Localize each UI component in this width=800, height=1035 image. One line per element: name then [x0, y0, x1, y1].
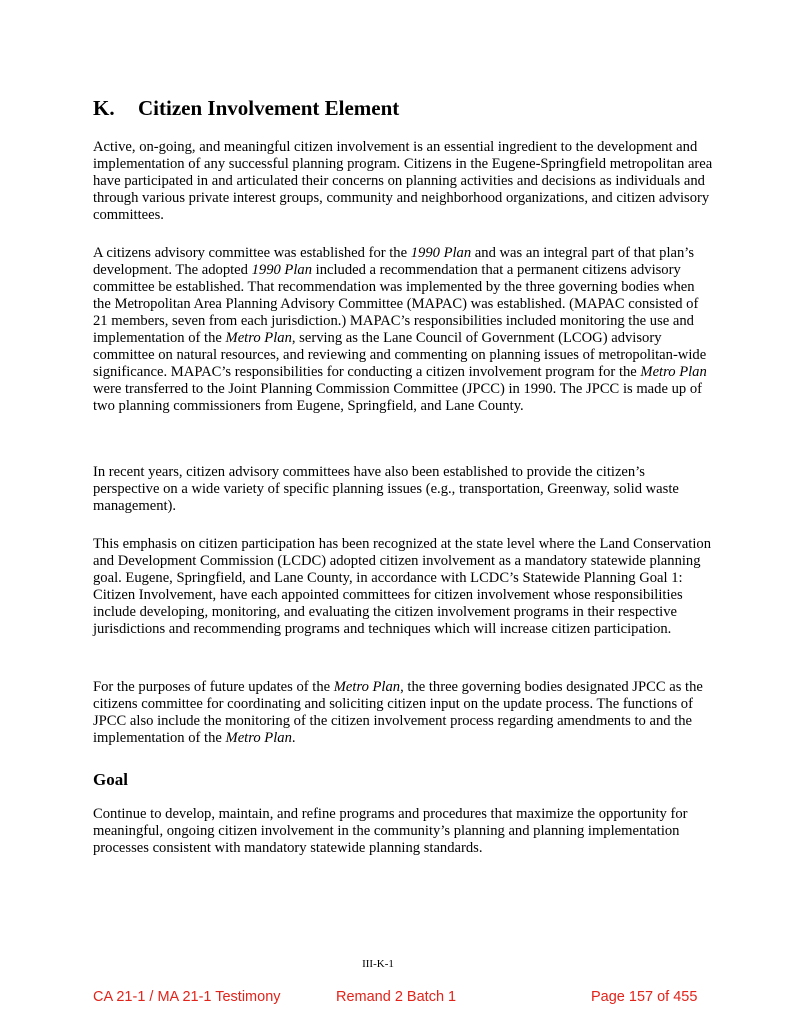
footer-case-number: CA 21-1 / MA 21-1 Testimony: [93, 989, 281, 1005]
text-run: were transferred to the Joint Planning Commission Committee (JPCC) in 1990. The JPCC is made up of two planning commissioners from Eugene, Springfield, and Lane County.: [93, 381, 702, 414]
text-run: .: [291, 730, 296, 746]
footer-batch: Remand 2 Batch 1: [336, 989, 457, 1005]
italic-title-run: Metro Plan: [333, 679, 401, 695]
text-run: In recent years, citizen advisory committees have also been established to provide the citizen’s perspective on a wide variety of specific planning issues (e.g., transportation, Greenway, solid waste management).: [93, 464, 679, 514]
paragraph-recent-committees: [93, 464, 713, 515]
italic-title-run: Metro Plan: [225, 330, 292, 346]
footer-page-count: Page 157 of 455: [591, 989, 698, 1005]
text-run: Active, on-going, and meaningful citizen involvement is an essential ingredient to the development and implementation of any successful planning program. Citizens in the Eugene-Springfield metropolitan area have participated in and articulated their concerns on planning activities and decisions as individuals and through various private interest groups, community and neighborhood organizations, and citizen advisory committees.: [93, 139, 713, 223]
text-run: A citizens advisory committee was established for the: [93, 245, 411, 261]
page-number: III-K-1: [362, 958, 394, 970]
text-run: , serving as the Lane Council of Government (LCOG) advisory committee on natural resources, and reviewing and commenting on planning issues of metropolitan-wide significance. MAPAC’s responsibilities for conducting a citizen involvement program for the: [93, 330, 707, 380]
italic-title-run: Metro Plan: [225, 730, 292, 746]
paragraph-intro: [93, 139, 713, 224]
italic-title-run: 1990 Plan: [410, 245, 472, 261]
goal-statement: Continue to develop, maintain, and refine programs and procedures that maximize the opportunity for meaningful, ongoing citizen involvement in the community’s planning and planning implementation processes consistent with mandatory statewide planning standards.: [93, 806, 688, 856]
italic-title-run: 1990 Plan: [251, 262, 312, 278]
text-run: , the three governing bodies designated JPCC as the citizens committee for coordinating and soliciting citizen input on the update process. The functions of JPCC also include the monitoring of the citizen involvement process regarding amendments to and the implementation of the: [93, 679, 703, 746]
paragraph-future-updates: [93, 679, 713, 747]
paragraph-state-level: [93, 536, 713, 638]
italic-title-run: Metro Plan: [640, 364, 707, 380]
goal-heading: Goal: [93, 770, 128, 789]
text-run: For the purposes of future updates of the: [93, 679, 334, 695]
testimony-footer: [0, 989, 800, 1009]
section-title: Citizen Involvement Element: [138, 96, 400, 120]
paragraph-mapac-history: [93, 245, 713, 415]
text-run: included a recommendation that a permanent citizens advisory committee be established. That recommendation was implemented by the three governing bodies when the Metropolitan Area Planning Advisory Committee (MAPAC) was established. (MAPAC consisted of 21 members, seven from each jurisdiction.) MAPAC’s responsibilities included monitoring the use and implementation of the: [93, 262, 699, 346]
section-heading: [93, 96, 399, 121]
text-run: This emphasis on citizen participation has been recognized at the state level where the Land Conservation and Development Commission (LCDC) adopted citizen involvement as a mandatory statewide planning goal. Eugene, Springfield, and Lane County, in accordance with LCDC’s Statewide Planning Goal 1: Citizen Involvement, have each appointed committees for citizen involvement whose responsibilities include developing, monitoring, and evaluating the citizen involvement programs in their respective jurisdictions and recommending programs and techniques which will increase citizen participation.: [93, 536, 711, 637]
section-number: K.: [93, 96, 115, 120]
text-run: and was an integral part of that plan’s development. The adopted: [93, 245, 695, 278]
